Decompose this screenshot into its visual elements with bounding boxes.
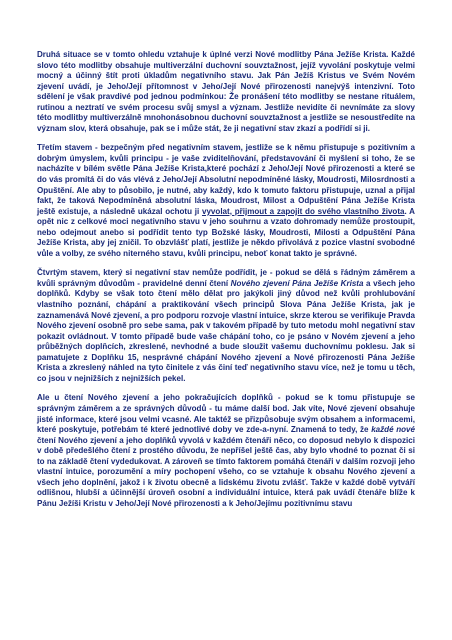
text-run: Třetím stavem - bezpečným před negativním stavem, jestliže se k němu přistupuje s pozitivním a dobrým úmyslem, kvůli principu - je vaše zviditelňování, představování či myšlení si toho, že se nacházíte v bílém světle Pána Ježíše Krista,které pochází z Jeho/Její Nové přirozenosti a které se do vás promítá či do vás vlévá z Jeho/Její Absolutní nepodmíněné lásky, Moudrosti, Milosrdnosti a Opuštění. Ale aby to působilo, je nutné, aby každý, kdo k tomuto faktoru přistupuje, uznal a přijal fakt, že taková Nepodmíněná absolutní láska, Moudrost, Milost a Odpuštění Pána Ježíše Krista ještě existuje, a následně ukázal ochotu ji — [37, 143, 415, 216]
paragraph-1 — [37, 50, 415, 134]
text-run: Čtvrtým stavem, který si negativní stav nemůže podřídit, je - pokud se dělá s řádným záměrem a kvůli správným důvodům - pravidelné denní čtení — [37, 268, 415, 288]
italic-text: každé nové — [371, 425, 416, 435]
paragraph-4 — [37, 393, 415, 509]
text-run: čtení Nového zjevení a jeho doplňků vyvolá v každém čtenáři něco, co doposud nebylo k dispozici v době předešlého čtení z prostého důvodu, že nepříšel ještě čas, aby bylo vhodné to poznat či si to na základě čtení vydedukovat. A zároveň se tímto faktorem pomáhá čtenáři v dalším rozvoji jeho vlastní intuice, porozumění a míry pochopení všeho, co se vztahuje k obsahu Nového zjevení a všech jeho doplnění, jakož i k životu obecně a lidskému životu zvlášť. Takže v každé době vytváří odlišnou, hlubší a účinnější úroveň osobní a individuální intuice, která pak uvádí čtenáře blíže k Pánu Ježíši Kristu v Jeho/Její Nové přirozenosti a k Jeho/Jejímu pozitivnímu stavu — [37, 435, 415, 508]
text-run: . A opět nic z celkové moci negativního stavu v jeho souhrnu a vzato dohromady nemůže prostoupit, nebo odejmout anebo si podřídit tento typ Božské lásky, Moudrosti, Milosti a Odpuštění Pána Ježíše Krista, aby jej zničil. To obzvlášť platí, jestliže je někdo přivolává z pozice vlastní svobodné vůle a volby, ze svého niterného stavu, kvůli principu, neboť konat takto je správné. — [37, 206, 415, 258]
underlined-text: vyvolat, přijmout a zapojit do svého vlastního života — [201, 206, 405, 216]
text-run: a všech jeho doplňků. Kdyby se však toto čtení mělo dělat pro jakýkoli jiný důvod než kvůli prohlubování vlastního poznání, chápání a praktikování všech principů Slova Pána Ježíše Krista, jak je zaznamenává Nové zjevení, a pro podporu rozvoje vlastní intuice, skrze kterou se verifikuje Pravda Nového zjevení osobně pro sebe sama, pak v takovém případě by tuto metodu mohl negativní stav pokazit ovládnout. V tomto případě bude vaše chápání toho, co je psáno v Novém zjevení a jeho průběžných doplňcích, zkreslené, nevhodné a bude sloužit vašemu duchovnímu poklesu. Jak si pamatujete z Doplňku 15, nesprávné chápání Nového zjevení a Nové přirozenosti Pána Ježíše Krista a zkreslený náhled na tyto činitele z vás činí teď negativního stavu více, než je tomu u těch, co jsou v nejnižších z nejnižších pekel. — [37, 278, 415, 383]
paragraph-3 — [37, 268, 415, 384]
text-run: Druhá situace se v tomto ohledu vztahuje k úplné verzi Nové modlitby Pána Ježíše Krista. Každé slovo této modlitby obsahuje multiverzální duchovní souvztažnost, jejíž vyvolání poskytuje velmi mocný a účinný štít proti úkladům negativního stavu. Jak Pán Ježíš Kristus ve Svém Novém zjevení uvádí, je Jeho/Její přítomnost v Jeho/Její Nové přirozenosti nanejvýš intenzivní. Toto sdělení je však pravdivé pod jednou podmínkou: Že pronášení této modlitby se nestane rituálem, rutinou a neztratí ve svém procesu svůj smysl a význam. Jestliže nevidíte či nevnímáte za slovy této modlitby multiverzálně mnohonásobnou duchovní souvztažnost a jestliže se nesoustředíte na význam slov, která obsahuje, pak se i může stát, že ji negativní stav zkazí a podřídí si ji. — [37, 50, 415, 133]
paragraph-2 — [37, 143, 415, 259]
text-run: Ale u čtení Nového zjevení a jeho pokračujících doplňků - pokud se k tomu přistupuje se správným záměrem a ze správných důvodů - tu máme další bod. Jak víte, Nové zjevení obsahuje jisté informace, které jsou velmi vcasné. Ale taktéž se přizpůsobuje svým obsahem a informacemi, které poskytuje, potřebám té které jednotlivé doby ve zde-a-nyní. Znamená to tedy, že — [37, 393, 415, 435]
italic-text: Nového zjevení Pána Ježíše Krista — [230, 278, 364, 288]
document-body — [37, 50, 415, 518]
